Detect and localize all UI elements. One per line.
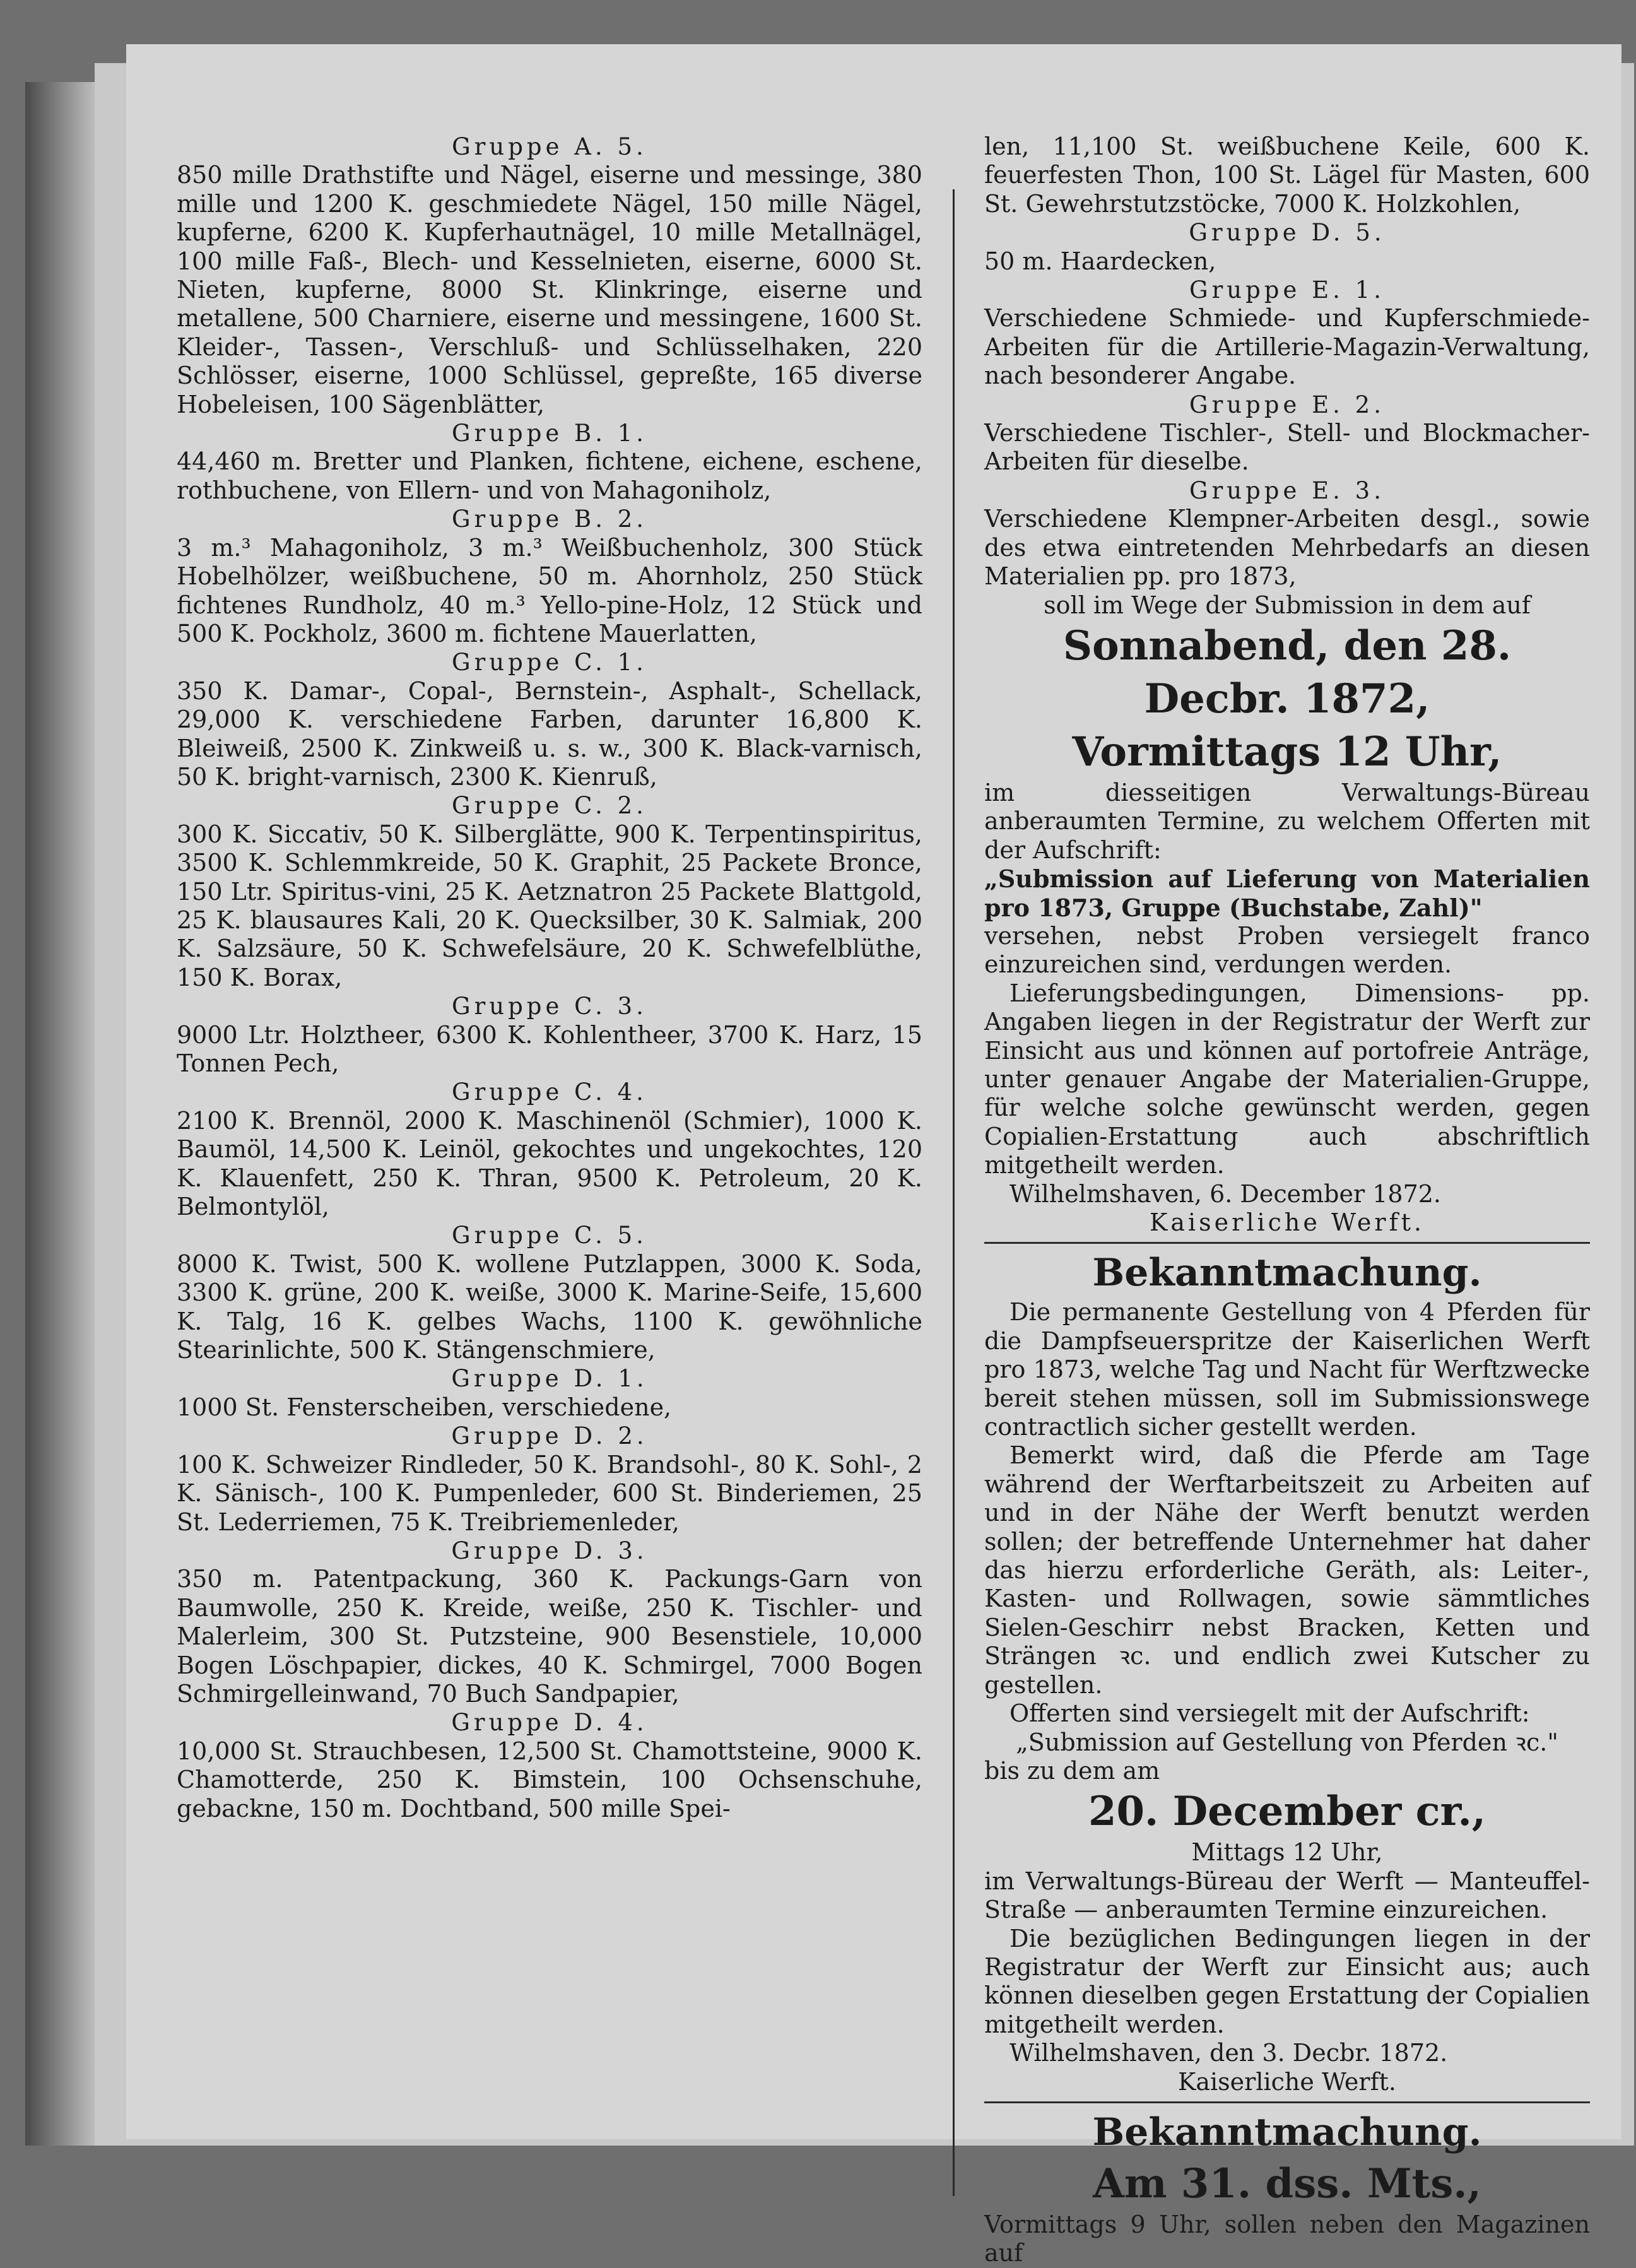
left-column: [177, 133, 922, 1823]
group-heading: Gruppe C. 1.: [452, 649, 647, 676]
column-divider: [953, 189, 955, 2196]
paragraph: Bemerkt wird, daß die Pferde am Tage während der Werftarbeitszeit zu Arbeiten auf und in der Nähe der Werft benutzt werden sollen; der betreffende Unternehmer hat daher das hierzu erforderliche Geräth, als: Leiter-, Kasten- und Rollwagen, sowie sämmtliches Sielen-Geschirr nebst Bracken, Ketten und Strängen ꝛc. und endlich zwei Kutscher zu gestellen.: [984, 1441, 1590, 1699]
separator-rule: [984, 1242, 1590, 1244]
group-heading: Gruppe D. 3.: [451, 1537, 648, 1564]
date-heading: 20. December cr.,: [1088, 1788, 1486, 1836]
paragraph: 350 K. Damar-, Copal-, Bernstein-, Asphalt-, Schellack, 29,000 K. verschiedene Farben, darunter 16,800 K. Bleiweiß, 2500 K. Zinkweiß u. s. w., 300 K. Black-varnisch, 50 K. bright-varnisch, 2300 K. Kienruß,: [177, 676, 922, 791]
date-heading: Am 31. dss. Mts.,: [1093, 2159, 1481, 2207]
group-heading: Gruppe C. 4.: [452, 1078, 647, 1106]
paragraph: 300 K. Siccativ, 50 K. Silberglätte, 900 K. Terpentinspiritus, 3500 K. Schlemmkreide, 50 K. Graphit, 25 Packete Bronce, 150 Ltr. Spiritus-vini, 25 K. Aetznatron 25 Packete Blattgold, 25 K. blausaures Kali, 20 K. Quecksilber, 30 K. Salmiak, 200 K. Salzsäure, 50 K. Schwefelsäure, 20 K. Schwefelblüthe, 150 K. Borax,: [177, 820, 922, 991]
group-heading: Gruppe E. 1.: [1189, 276, 1385, 304]
paragraph: Die bezüglichen Bedingungen liegen in der Registratur der Werft zur Einsicht aus; auch können dieselben gegen Erstattung der Copialien mitgetheilt werden.: [984, 1924, 1590, 2038]
group-heading: Gruppe B. 2.: [451, 505, 648, 533]
date-heading: Sonnabend, den 28. Decbr. 1872,: [1062, 622, 1512, 723]
separator-rule: [984, 2101, 1590, 2103]
inscription: „Submission auf Lieferung von Materialien pro 1873, Gruppe (Buchstabe, Zahl)": [984, 865, 1590, 922]
paragraph: Die permanente Gestellung von 4 Pferden für die Dampfseuerspritze der Kaiserlichen Werft pro 1873, welche Tag und Nacht für Werftzwecke bereit stehen müssen, soll im Submissionswege contractlich sicher gestellt werden.: [984, 1298, 1590, 1441]
notice-title: Bekanntmachung.: [1092, 1251, 1482, 1296]
paragraph: im diesseitigen Verwaltungs-Büreau anberaumten Termine, zu welchem Offerten mit der Aufschrift:: [984, 778, 1590, 864]
paragraph: im Verwaltungs-Büreau der Werft — Manteuffel-Straße — anberaumten Termine einzureichen.: [984, 1867, 1590, 1924]
centered-line: Mittags 12 Uhr,: [1191, 1838, 1383, 1867]
paragraph: Wilhelmshaven, den 3. Decbr. 1872.: [1009, 2039, 1448, 2067]
group-heading: Gruppe C. 2.: [452, 792, 647, 820]
paragraph: 8000 K. Twist, 500 K. wollene Putzlappen, 3000 K. Soda, 3300 K. grüne, 200 K. weiße, 3000 K. Marine-Seife, 15,600 K. Talg, 16 K. gelbes Wachs, 1100 K. gewöhnliche Stearinlichte, 500 K. Stängenschmiere,: [177, 1249, 922, 1364]
paragraph: 3 m.³ Mahagoniholz, 3 m.³ Weißbuchenholz, 300 Stück Hobelhölzer, weißbuchene, 50 m. Ahornholz, 250 Stück fichtenes Rundholz, 40 m.³ Yello-pine-Holz, 12 Stück und 500 K. Pockholz, 3600 m. fichtene Mauerlatten,: [177, 533, 922, 647]
group-heading: Gruppe D. 4.: [451, 1709, 648, 1737]
right-column: [984, 133, 1590, 2268]
paragraph: bis zu dem am: [984, 1756, 1160, 1785]
group-heading: Gruppe D. 1.: [451, 1365, 648, 1393]
group-heading: Gruppe D. 5.: [1189, 219, 1386, 247]
signature: Kaiserliche Werft.: [1149, 1208, 1425, 1236]
paragraph: 10,000 St. Strauchbesen, 12,500 St. Chamottsteine, 9000 K. Chamotterde, 250 K. Bimstein, 100 Ochsenschuhe, gebackne, 150 m. Dochtband, 500 mille Spei-: [177, 1737, 922, 1822]
paragraph: 9000 Ltr. Holztheer, 6300 K. Kohlentheer, 3700 K. Harz, 15 Tonnen Pech,: [177, 1020, 922, 1077]
paragraph: 850 mille Drathstifte und Nägel, eiserne und messinge, 380 mille und 1200 K. geschmiedete Nägel, 150 mille Nägel, kupferne, 6200 K. Kupferhautnägel, 10 mille Metallnägel, 100 mille Faß-, Blech- und Kesselnieten, eiserne, 6000 St. Nieten, kupferne, 8000 St. Klinkringe, eiserne und metallene, 500 Charniere, eiserne und messingene, 1600 St. Kleider-, Tassen-, Verschluß- und Schlüsselhaken, 220 Schlösser, eiserne, 1000 Schlüssel, gepreßte, 165 diverse Hobeleisen, 100 Sägenblätter,: [177, 161, 922, 418]
paragraph: Verschiedene Schmiede- und Kupferschmiede-Arbeiten für die Artillerie-Magazin-Verwaltung, nach besonderer Angabe.: [984, 304, 1590, 390]
group-heading: Gruppe E. 2.: [1189, 391, 1385, 418]
group-heading: Gruppe A. 5.: [452, 133, 647, 160]
group-heading: Gruppe E. 3.: [1189, 476, 1385, 504]
group-heading: Gruppe C. 5.: [452, 1222, 647, 1249]
notice-title: Bekanntmachung.: [1092, 2110, 1482, 2154]
group-heading: Gruppe B. 1.: [451, 420, 648, 447]
paragraph: 2100 K. Brennöl, 2000 K. Maschinenöl (Schmier), 1000 K. Baumöl, 14,500 K. Leinöl, gekochtes und ungekochtes, 120 K. Klauenfett, 250 K. Thran, 9500 K. Petroleum, 20 K. Belmontylöl,: [177, 1106, 922, 1221]
paragraph: 100 K. Schweizer Rindleder, 50 K. Brandsohl-, 80 K. Sohl-, 2 K. Sänisch-, 100 K. Pumpenleder, 600 St. Binderiemen, 25 St. Lederriemen, 75 K. Treibriemenleder,: [177, 1450, 922, 1536]
paragraph: 350 m. Patentpackung, 360 K. Packungs-Garn von Baumwolle, 250 K. Kreide, weiße, 250 K. Tischler- und Malerleim, 300 St. Putzsteine, 900 Besenstiele, 10,000 Bogen Löschpapier, dickes, 40 K. Schmirgel, 7000 Bogen Schmirgelleinwand, 70 Buch Sandpapier,: [177, 1565, 922, 1708]
paragraph: Verschiedene Tischler-, Stell- und Blockmacher-Arbeiten für dieselbe.: [984, 419, 1590, 476]
paragraph: 44,460 m. Bretter und Planken, fichtene, eichene, eschene, rothbuchene, von Ellern- und von Mahagoniholz,: [177, 447, 922, 504]
paragraph: Wilhelmshaven, 6. December 1872.: [1009, 1179, 1441, 1208]
group-heading: Gruppe D. 2.: [451, 1422, 648, 1450]
paragraph: Lieferungsbedingungen, Dimensions- pp. Angaben liegen in der Registratur der Werft zur Einsicht aus und können auf portofreie Anträge, unter genauer Angabe der Materialien-Gruppe, für welche solche gewünscht werden, gegen Copialien-Erstattung auch abschriftlich mitgetheilt werden.: [984, 979, 1590, 1179]
centered-line: Kaiserliche Werft.: [1177, 2067, 1396, 2096]
paragraph: Offerten sind versiegelt mit der Aufschrift:: [1009, 1699, 1530, 1728]
centered-line: „Submission auf Gestellung von Pferden ꝛc.": [1016, 1728, 1558, 1756]
centered-line: soll im Wege der Submission in dem auf: [1044, 591, 1531, 619]
group-heading: Gruppe C. 3.: [452, 993, 647, 1020]
paragraph: len, 11,100 St. weißbuchene Keile, 600 K. feuerfesten Thon, 100 St. Lägel für Masten, 600 St. Gewehrstutzstöcke, 7000 K. Holzkohlen,: [984, 133, 1590, 218]
paragraph: 50 m. Haardecken,: [984, 247, 1216, 275]
paragraph: 1000 St. Fensterscheiben, verschiedene,: [177, 1393, 672, 1421]
paragraph: versehen, nebst Proben versiegelt franco einzureichen sind, verdungen werden.: [984, 921, 1590, 979]
paragraph: Verschiedene Klempner-Arbeiten desgl., sowie des etwa eintretenden Mehrbedarfs an diesen Materialien pp. pro 1873,: [984, 505, 1590, 591]
date-heading: Vormittags 12 Uhr,: [1072, 728, 1502, 776]
paragraph: Vormittags 9 Uhr, sollen neben den Magazinen auf: [984, 2210, 1590, 2267]
